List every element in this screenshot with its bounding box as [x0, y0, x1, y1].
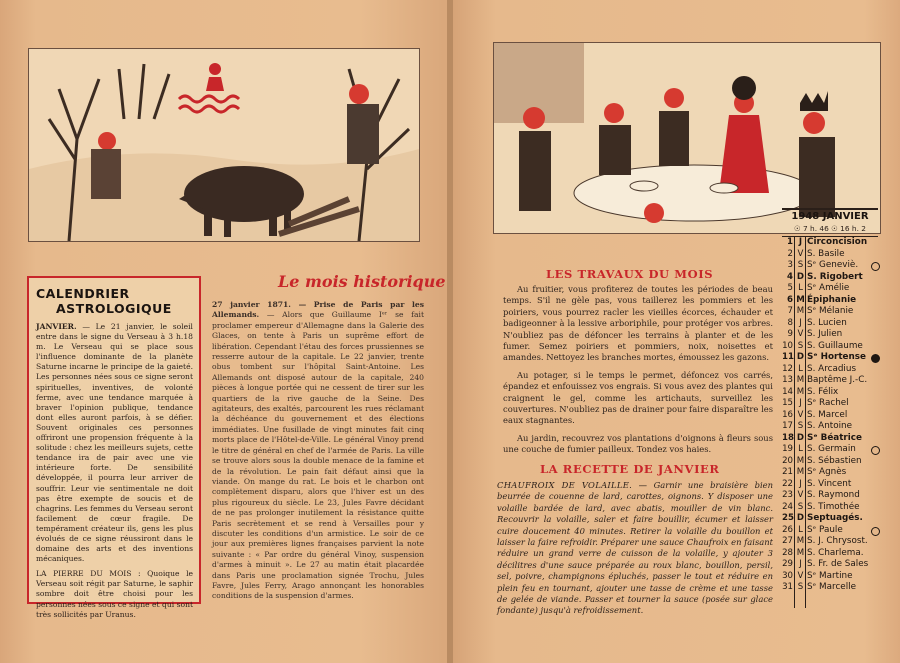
stone-paragraph: LA PIERRE DU MOIS : Quoique le Verseau soit régit par Saturne, le saphir sombre doit être choisi pour les personnes nées sous ce signe et qui sont très sollicités par Uranus. — [36, 569, 194, 619]
saint-name: S. Timothée — [807, 501, 860, 512]
saint-name: Sᵉ Amélie — [807, 283, 850, 293]
saint-name: S. Arcadius — [807, 363, 857, 374]
day-number: 16 — [782, 409, 793, 420]
recipe-title: LA RECETTE DE JANVIER — [540, 462, 720, 476]
day-number: 8 — [787, 317, 793, 328]
saint-name: S. Antoine — [807, 421, 853, 431]
saint-name: S. Rigobert — [807, 271, 863, 282]
calendar-day-row — [782, 456, 878, 468]
calendar-day-row — [782, 421, 878, 433]
calendar-day-row — [782, 375, 878, 387]
calendar-day-row — [782, 479, 878, 491]
calendar-day-row — [782, 571, 878, 583]
day-number: 9 — [787, 329, 793, 339]
weekday-letter: J — [799, 478, 802, 489]
historical-month-title: Le mois historique — [278, 272, 446, 291]
saint-name: Sᵉ Martine — [807, 570, 853, 581]
saint-name: S. Sébastien — [807, 455, 862, 466]
saint-name: S. Raymond — [807, 490, 860, 500]
weekday-letter: V — [797, 490, 804, 500]
calendar-day-row — [782, 283, 878, 295]
weekday-letter: M — [796, 536, 805, 546]
saint-name: Septuagés. — [807, 513, 863, 523]
saint-name: S. Charlema. — [807, 547, 864, 558]
weekday-letter: D — [796, 352, 805, 362]
saint-name: S. Lucien — [807, 317, 847, 328]
day-number: 15 — [782, 398, 793, 408]
weekday-letter: D — [796, 432, 805, 443]
day-number: 17 — [782, 421, 793, 431]
day-number: 1 — [787, 237, 793, 247]
sunrise-sunset: ☉ 7 h. 46 ☉ 16 h. 2 — [794, 224, 866, 233]
weekday-letter: M — [796, 547, 805, 558]
feast-illustration — [493, 42, 881, 234]
day-number: 2 — [787, 248, 793, 259]
day-number: 6 — [787, 294, 793, 305]
calendar-day-row — [782, 433, 878, 445]
calendar-day-row — [782, 318, 878, 330]
day-number: 28 — [782, 547, 793, 558]
day-number: 26 — [782, 524, 793, 535]
saint-name: Sᵉ Rachel — [807, 398, 849, 408]
saint-name: S. Félix — [807, 386, 839, 397]
saint-name: Sᵉ Béatrice — [807, 432, 862, 443]
saint-name: S. Vincent — [807, 478, 852, 489]
day-number: 14 — [782, 386, 793, 397]
weekday-letter: J — [799, 317, 802, 328]
saint-name: S. Guillaume — [807, 340, 863, 351]
saint-name: Circoncision — [807, 237, 868, 247]
saint-name: S. Basile — [807, 248, 845, 259]
moon-quarter-icon — [871, 446, 880, 455]
weekday-letter: M — [796, 467, 805, 477]
boar-hunt-illustration — [28, 48, 420, 242]
day-number: 30 — [782, 570, 793, 581]
saint-name: S. Germain — [807, 444, 856, 454]
weekday-letter: V — [797, 248, 804, 259]
day-number: 10 — [782, 340, 793, 351]
calendar-day-row — [782, 272, 878, 284]
saint-name: S. Fr. de Sales — [807, 559, 869, 569]
weekday-letter: J — [799, 559, 802, 569]
calendar-day-row — [782, 513, 878, 525]
saint-name: Sᵉ Geneviè. — [807, 260, 859, 270]
weekday-letter: J — [798, 237, 803, 247]
calendar-day-row — [782, 341, 878, 353]
calendar-day-row — [782, 387, 878, 399]
calendar-day-row — [782, 306, 878, 318]
weekday-letter: S — [797, 421, 804, 431]
calendar-day-row — [782, 525, 878, 537]
calendar-day-row — [782, 398, 878, 410]
historical-text: 27 janvier 1871. — Prise de Paris par les Allemands. — Alors que Guillaume Iᵉʳ se fait proclamer empereur d'Allemagne dans la Galerie des Glaces, on tente à Paris un suprême effort de libération. Cependant l'étau des forces prussiennes se resserre autour de la capitale. Le 22 janvier, trente obus tombent sur l'hôpital Saint-Antoine. Les Allemands ont disposé autour de la capitale, 240 pièces à longue portée qui ne cessent de tirer sur les quartiers de la rive gauche de la Seine. Des agitateurs, des exaltés, parcourent les rues réclamant la déchéance du gouvernement et des élections immédiates. Une fusillade de vingt minutes fait cinq morts place de l'Hôtel-de-Ville. Le général Vinoy prend le titre de général en chef de l'armée de Paris. La ville se trouve alors sous la double menace de la famine et de la révolution. Le pain fait défaut ainsi que la viande. On mange du rat. Le bois et le charbon ont complètement disparu, alors que l'hiver est un des plus rigoureux du siècle. Le 23, Jules Favre décidant de ne pas prolonger inutilement la résistance quitte Paris secrètement et se rend à Versailles pour y discuter les conditions d'un armistice. Le soir de ce jour aux premières lignes françaises parvient la note suivante : « Par ordre du général Vinoy, suspension d'armes à minuit ». Le 27 au matin était placardée dans Paris une proclamation signée Trochu, Jules Favre, Jules Ferry, Arago annonçant les honorables conditions de la suspension d'armes. — [212, 300, 424, 601]
weekday-letter: M — [796, 375, 805, 385]
box-title: CALENDRIER ASTROLOGIQUE — [36, 286, 172, 316]
calendar-day-row — [782, 444, 878, 456]
calendar-rows — [782, 237, 878, 594]
calendar-day-row — [782, 559, 878, 571]
calendar-title: 1948 JANVIER — [791, 211, 869, 222]
calendar-day-row — [782, 490, 878, 502]
day-number: 22 — [782, 478, 793, 489]
weekday-letter: M — [796, 294, 805, 305]
day-number: 27 — [782, 536, 793, 546]
garden-work-text: Au fruitier, vous profiterez de toutes les périodes de beau temps. S'il ne gèle pas, vous taillerez les pommiers et les poiriers, vous pourrez racler les vieilles écorces, échauder et badigeonner à la lessive arboriphile, pour protéger vos arbres. N'oubliez pas de défoncer les terrains à planter et de les fumer. Semez poiriers et pommiers, noix, noisettes et amandes. Nettoyez les branches mortes, émoussez les gazons. Au potager, si le temps le permet, défoncez vos carrés, épandez et enfouissez vos engrais. Si vous avez des plantes qui craignent le gel, comme les artichauts, surveillez les couvertures. N'oubliez pas de drainer pour faire disparaître les eaux stagnantes. Au jardin, recouvrez vos plantations d'oignons à fleurs sous une couche de fumier pailleux. Tondez vos haies. — [503, 284, 773, 455]
day-number: 4 — [787, 271, 793, 282]
moon-quarter-icon — [871, 262, 880, 271]
january-calendar — [782, 208, 878, 608]
moon-quarter-icon — [871, 527, 880, 536]
saint-name: Sᵉ Mélanie — [807, 306, 854, 316]
day-number: 5 — [787, 283, 793, 293]
weekday-letter: D — [796, 271, 805, 282]
day-number: 13 — [782, 375, 793, 385]
saint-name: S. Marcel — [807, 409, 848, 420]
saint-name: S. Julien — [807, 329, 843, 339]
weekday-letter: M — [796, 386, 805, 397]
calendar-header — [782, 210, 878, 237]
day-number: 31 — [782, 582, 793, 592]
calendar-day-row — [782, 249, 878, 261]
weekday-letter: V — [797, 570, 804, 581]
page-fold — [447, 0, 453, 663]
saint-name: Sᵉ Hortense — [807, 352, 866, 362]
calendar-day-row — [782, 364, 878, 376]
weekday-letter: M — [796, 306, 805, 316]
weekday-letter: L — [798, 444, 803, 454]
saint-name: Baptême J.-C. — [807, 375, 868, 385]
calendar-day-row — [782, 352, 878, 364]
weekday-letter: L — [798, 283, 803, 293]
day-number: 21 — [782, 467, 793, 477]
calendar-day-row — [782, 329, 878, 341]
calendar-day-row — [782, 536, 878, 548]
calendar-day-row — [782, 237, 878, 249]
day-number: 24 — [782, 501, 793, 512]
weekday-letter: S — [797, 340, 804, 351]
weekday-letter: S — [797, 501, 804, 512]
saint-name: Sᵉ Agnès — [807, 467, 847, 477]
day-number: 23 — [782, 490, 793, 500]
weekday-letter: L — [798, 363, 803, 374]
calendar-day-row — [782, 582, 878, 594]
day-number: 11 — [782, 352, 794, 362]
weekday-letter: L — [798, 524, 803, 535]
calendar-day-row — [782, 467, 878, 479]
saint-name: S. J. Chrysost. — [807, 536, 868, 546]
calendar-day-row — [782, 548, 878, 560]
weekday-letter: S — [797, 582, 804, 592]
weekday-letter: V — [797, 329, 804, 339]
astrology-paragraph: JANVIER. — Le 21 janvier, le soleil entre dans le signe du Verseau à 3 h.18 m. Le Verseau qui se place sous l'influence dominante de la planète Saturne incarne le principe de la gaieté. Les personnes nées sous ce signe seront spirituelles, inventives, de volonté ferme, avec une tendance marquée à braver l'opinion publique, tendance dont elles auront parfois, à se défier. Souvent originales ces personnes offriront une propension fréquente à la solitude : chez les meilleurs sujets, cette tendance ira de pair avec une vie intérieure forte. De sensibilité développée, il pourra leur arriver de souffrir. Leur vie sentimentale ne doit pas être exempte de soucis et de chagrins. Les femmes du Verseau seront facilement de cœur fragile. De tempérament créateur ils, gens les plus évolués de ce signe réussiront dans le domaine des arts et des inventions mécaniques. — [36, 322, 193, 564]
calendar-day-row — [782, 260, 878, 272]
day-number: 18 — [782, 432, 794, 443]
weekday-letter: J — [799, 398, 802, 408]
day-number: 20 — [782, 455, 793, 466]
day-number: 29 — [782, 559, 793, 569]
calendar-day-row — [782, 295, 878, 307]
day-number: 7 — [787, 306, 793, 316]
recipe-text: CHAUFROIX DE VOLAILLE. — Garnir une braisière bien beurrée de couenne de lard, carottes, oignons. Y disposer une volaille bardée de lard, avec abatis, mouiller de vin blanc. Recouvrir la volaille, saler et faire bouillir, écumer et laisser cuire doucement 40 minutes. Retirer la volaille du bouillon et laisser la faire refroidir. Préparer une sauce Chaufroix en faisant réduire un grand verre de cuisson de la volaille, y ajouter 3 décilitres d'une sauce préparée au roux blanc, bouillon, persil, sel, poivre, champignons épluchés, passer le tout et réduire en plein feu en tournant, ajouter une tasse de crème et une tasse de gelée de viande. Passer et tourner la sauce (posée sur glace fondante) jusqu'à refroidissement. — [497, 480, 773, 616]
saint-name: Sᵉ Marcelle — [807, 582, 857, 592]
calendar-day-row — [782, 410, 878, 422]
full-moon-icon — [871, 354, 880, 363]
weekday-letter: S — [797, 260, 804, 270]
weekday-letter: V — [797, 409, 804, 420]
day-number: 19 — [782, 444, 793, 454]
weekday-letter: M — [796, 455, 805, 466]
saint-name: Sᵉ Paule — [807, 524, 843, 535]
garden-work-title: LES TRAVAUX DU MOIS — [546, 267, 714, 281]
day-number: 3 — [787, 260, 793, 270]
saint-name: Épiphanie — [807, 294, 857, 305]
day-number: 25 — [782, 513, 794, 523]
calendar-day-row — [782, 502, 878, 514]
astrological-calendar-box — [27, 276, 201, 619]
day-number: 12 — [782, 363, 793, 374]
weekday-letter: D — [796, 513, 805, 523]
